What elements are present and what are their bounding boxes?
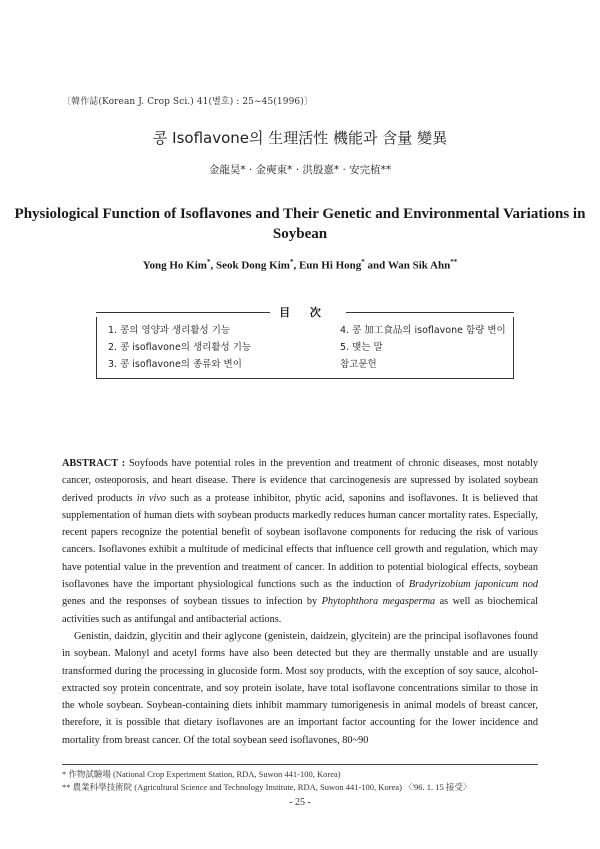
author-name: Yong Ho Kim [142, 259, 207, 272]
abstract-text: such as a protease inhibitor, phytic acid, saponins and isoflavones. It is believed that supplementation of human diets with soybean products markedly reduces human cancer mortality rates. Especially, recent papers recognize the potential benefit of soybean isoflavone components for reducing the risk of various cancers. Isoflavones exhibit a multitude of medicinal effects that influence cell growth and regulation, which may have potential value in the prevention and treatment of cancer. In addition to potential biological effects, soybean isoflavones have the important physiological functions such as the induction of [62, 492, 538, 591]
author-separator: , [210, 259, 216, 272]
italic-term: in vivo [136, 492, 167, 504]
author-separator: , [293, 259, 299, 272]
footnotes [62, 768, 471, 794]
toc-item: 참고문헌 [340, 359, 377, 370]
abstract [62, 455, 538, 749]
abstract-paragraph-2: Genistin, daidzin, glycitin and their aglycone (genistein, daidzein, glycitein) are the principal isoflavones found in soybean. Malonyl and acetyl forms have also been detected but they are thermally unstable and are usually transformed during the processing in glucoside form. Most soy products, with the exception of soy sauce, alcohol-extracted soy protein concentrate, and soy protein isolate, have total isoflavone concentrations similar to those in the whole soybean. Soybean-containing diets inhibit mammary tumorigenesis in animal models of breast cancer, therefore, it is possible that dietary isoflavones are an important factor accounting for the lower incidence and mortality from breast cancer. Of the total soybean seed isoflavones, 80~90 [62, 630, 538, 746]
italic-term: Bradyrizobium japonicum nod [408, 579, 538, 591]
footnote-1: * 作物試驗場 (National Crop Experiment Station, RDA, Suwon 441-100, Korea) [62, 769, 341, 779]
toc-right-column [340, 322, 506, 373]
korean-authors: 金龍昊* · 金奭東* · 洪殷憙* · 安完植** [208, 164, 392, 176]
english-title: Physiological Function of Isoflavones and Their Genetic and Environmental Variations in Soybean [14, 206, 586, 242]
toc-item: 5. 맺는 말 [340, 342, 383, 353]
author-affiliation-mark: * [206, 258, 211, 266]
author-affiliation-mark: * [289, 258, 294, 266]
footnote-2: ** 農業科學技術院 (Agricultural Science and Technology Institute, RDA, Suwon 441-100, Korea) 〈'96. 1. 15 接受〉 [62, 782, 472, 792]
toc-heading: 目 次 [279, 306, 329, 319]
abstract-text: Soyfoods have potential roles in the prevention and treatment of chronic diseases, most notably cancer, osteoporosis, and heart disease. There is evidence that carcinogenesis are supressed by isolated soybean derived products [62, 458, 538, 504]
toc-item: 1. 콩의 영양과 생리활성 기능 [108, 325, 231, 336]
author-name: Wan Sik Ahn [387, 259, 451, 272]
toc-left-column [108, 322, 251, 373]
author-separator: and [364, 259, 388, 272]
page-number: - 25 - [289, 797, 311, 808]
italic-term: Phytophthora megasperma [321, 596, 436, 608]
author-name: Seok Dong Kim [215, 259, 290, 272]
toc-rule-right [346, 312, 514, 313]
footnote-rule [62, 764, 538, 765]
abstract-paragraph-1 [62, 455, 538, 628]
author-name: Eun Hi Hong [298, 259, 362, 272]
toc-item: 3. 콩 isoflavone의 종류와 변이 [108, 359, 242, 370]
author-affiliation-mark: * [361, 258, 365, 266]
abstract-text: genes and the responses of soybean tissues to infection by [62, 596, 322, 608]
toc-item: 2. 콩 isoflavone의 생리활성 기능 [108, 342, 252, 353]
abstract-label: ABSTRACT : [62, 458, 126, 469]
toc-item: 4. 콩 加工食品의 isoflavone 함량 변이 [340, 325, 506, 336]
author-affiliation-mark: ** [450, 258, 458, 266]
journal-citation: 〔韓作誌(Korean J. Crop Sci.) 41(별호) : 25~45(1996)〕 [62, 97, 313, 107]
korean-title: 콩 Isoflavone의 生理活性 機能과 含量 變異 [152, 129, 448, 147]
english-authors [0, 258, 600, 272]
abstract-text: as well as biochemical activities such as antifungal and antibacterial actions. [62, 596, 538, 625]
